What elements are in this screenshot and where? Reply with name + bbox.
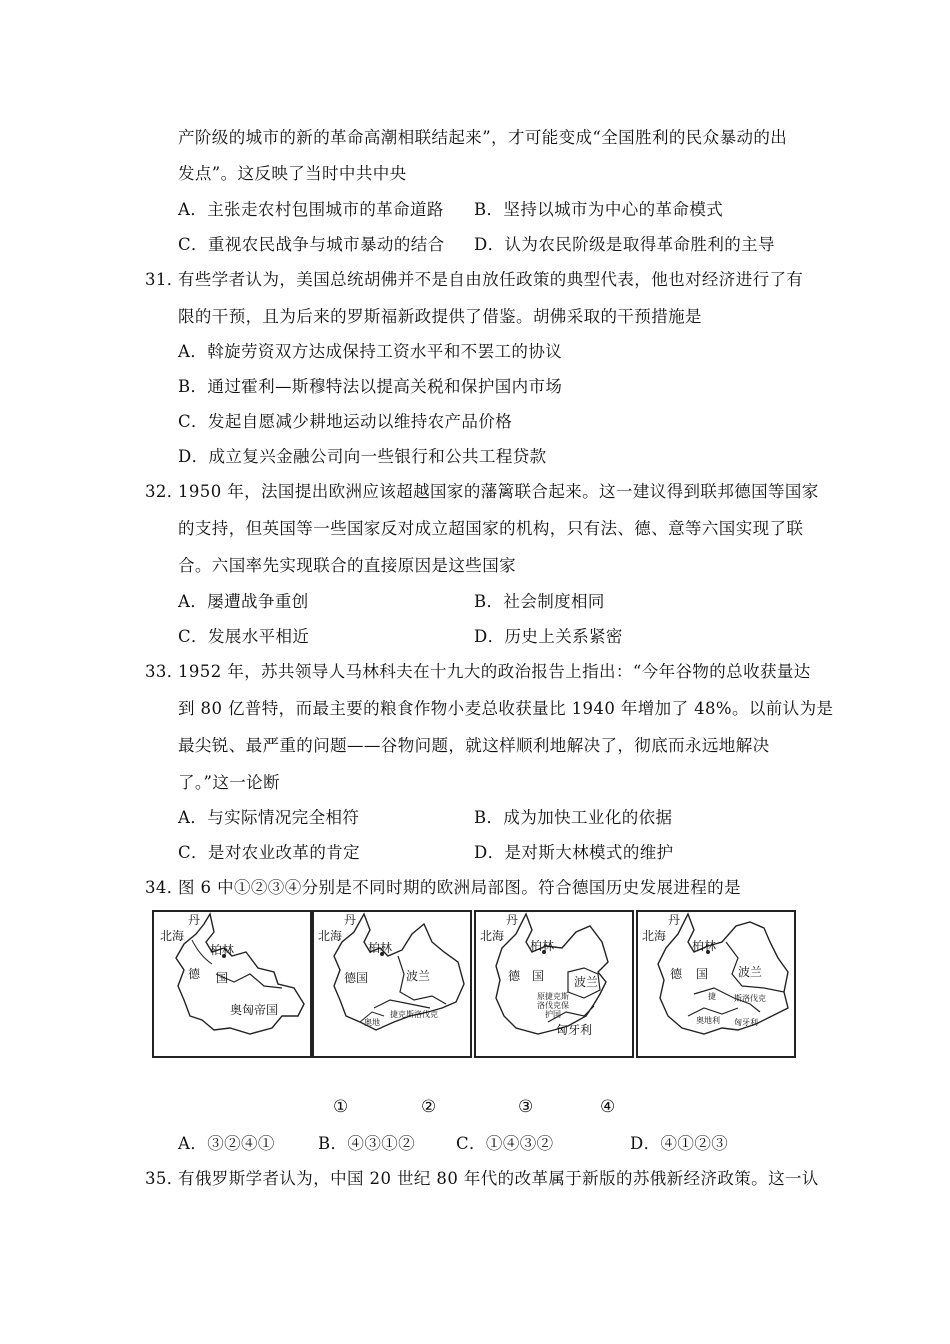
map-2-label: 柏林 [368, 941, 393, 955]
q34-option-a: A．③②④① [178, 1134, 275, 1153]
map-3-label: 原捷克斯洛伐克保护国 [537, 992, 569, 1019]
map-3-label: 波兰 [574, 975, 599, 989]
map-number-4: ④ [600, 1097, 616, 1117]
q30-option-b: B．坚持以城市为中心的革命模式 [474, 200, 724, 219]
q32-option-c: C．发展水平相近 [178, 627, 310, 646]
q33-text-line: 到 80 亿普特，而最主要的粮食作物小麦总收获量比 1940 年增加了 48%。以前认为是 [178, 699, 834, 718]
map-4-label: 奥地利 [696, 1016, 720, 1025]
q35-text-line: 有俄罗斯学者认为，中国 20 世纪 80 年代的改革属于新版的苏俄新经济政策。这一认 [178, 1169, 819, 1188]
q33-text-line: 1952 年，苏共领导人马林科夫在十九大的政治报告上指出：“今年谷物的总收获量达 [178, 662, 811, 681]
map-3-label: 国 [532, 969, 545, 983]
q34-option-d: D．④①②③ [630, 1134, 729, 1153]
q30-option-c: C．重视农民战争与城市暴动的结合 [178, 235, 445, 254]
map-3 [474, 910, 634, 1058]
q34-number: 34． [145, 878, 184, 897]
map-3-label: 德 [508, 969, 521, 983]
map-3-label: 匈牙利 [556, 1023, 593, 1037]
q32-text-line: 1950 年，法国提出欧洲应该超越国家的藩篱联合起来。这一建议得到联邦德国等国家 [178, 482, 819, 501]
q33-option-a: A．与实际情况完全相符 [178, 808, 360, 827]
q34-option-c: C．①④③② [456, 1134, 554, 1153]
map-number-3: ③ [518, 1097, 534, 1117]
map-2 [312, 910, 472, 1058]
q32-option-b: B．社会制度相同 [474, 592, 605, 611]
q30-option-d: D．认为农民阶级是取得革命胜利的主导 [474, 235, 775, 254]
map-4-label: 国 [696, 967, 709, 981]
q32-text-line: 合。六国率先实现联合的直接原因是这些国家 [178, 556, 516, 575]
map-2-label: 德国 [344, 971, 369, 985]
q31-option-d: D．成立复兴金融公司向一些银行和公共工程贷款 [178, 447, 547, 466]
q30-option-a: A．主张走农村包围城市的革命道路 [178, 200, 444, 219]
map-2-label: 捷克斯洛伐克 [390, 1010, 438, 1019]
map-2-label: 北海 [318, 929, 343, 943]
map-1-label: 德 [188, 967, 201, 981]
q34-option-b: B．④③①② [318, 1134, 416, 1153]
q31-option-b: B．通过霍利—斯穆特法以提高关税和保护国内市场 [178, 377, 563, 396]
q33-text-line: 最尖锐、最严重的问题——谷物问题，就这样顺利地解决了，彻底而永远地解决 [178, 736, 770, 755]
map-4-label: 德 [670, 967, 683, 981]
map-4-label: 匈牙利 [734, 1018, 758, 1027]
map-2-label: 奥地 [364, 1018, 380, 1027]
q31-option-c: C．发起自愿减少耕地运动以维持农产品价格 [178, 412, 513, 431]
q33-option-b: B．成为加快工业化的依据 [474, 808, 673, 827]
figure-6-maps [152, 910, 800, 1060]
map-4-label: 柏林 [692, 939, 717, 953]
map-4-label: 捷 [708, 992, 716, 1001]
map-2-label: 丹 [344, 913, 357, 927]
q31-number: 31． [145, 270, 184, 289]
map-3-label: 柏林 [530, 939, 555, 953]
q33-text-line: 了。”这一论断 [178, 773, 280, 792]
map-1-label: 国 [216, 971, 229, 985]
q33-option-d: D．是对斯大林模式的维护 [474, 843, 674, 862]
map-1-label: 奥匈帝国 [230, 1003, 279, 1017]
map-1-label: 北海 [160, 929, 185, 943]
q33-option-c: C．是对农业改革的肯定 [178, 843, 361, 862]
q32-option-a: A．屡遭战争重创 [178, 592, 309, 611]
q30-text-line: 产阶级的城市的新的革命高潮相联结起来”，才可能变成“全国胜利的民众暴动的出 [178, 128, 788, 147]
map-1-label: 丹 [188, 913, 201, 927]
q32-text-line: 的支持，但英国等一些国家反对成立超国家的机构，只有法、德、意等六国实现了联 [178, 519, 804, 538]
map-number-1: ① [333, 1097, 349, 1117]
q31-option-a: A．斡旋劳资双方达成保持工资水平和不罢工的协议 [178, 342, 563, 361]
map-number-2: ② [421, 1097, 437, 1117]
map-2-label: 波兰 [406, 969, 431, 983]
q32-number: 32． [145, 482, 184, 501]
map-4-label: 北海 [642, 929, 667, 943]
q35-number: 35． [145, 1169, 184, 1188]
q34-text-line: 图 6 中①②③④分别是不同时期的欧洲局部图。符合德国历史发展进程的是 [178, 878, 741, 897]
map-4-label: 斯洛伐克 [734, 994, 766, 1003]
map-4 [636, 910, 796, 1058]
map-4-label: 波兰 [738, 965, 763, 979]
map-1-label: 柏林 [210, 943, 235, 957]
q30-text-line: 发点”。这反映了当时中共中央 [178, 164, 407, 183]
map-1 [152, 910, 312, 1058]
q31-text-line: 有些学者认为，美国总统胡佛并不是自由放任政策的典型代表，他也对经济进行了有 [178, 270, 804, 289]
map-4-label: 丹 [668, 913, 681, 927]
q33-number: 33． [145, 662, 184, 681]
map-3-label: 丹 [506, 913, 519, 927]
map-3-label: 北海 [480, 929, 505, 943]
q32-option-d: D．历史上关系紧密 [474, 627, 623, 646]
q31-text-line: 限的干预，且为后来的罗斯福新政提供了借鉴。胡佛采取的干预措施是 [178, 307, 702, 326]
